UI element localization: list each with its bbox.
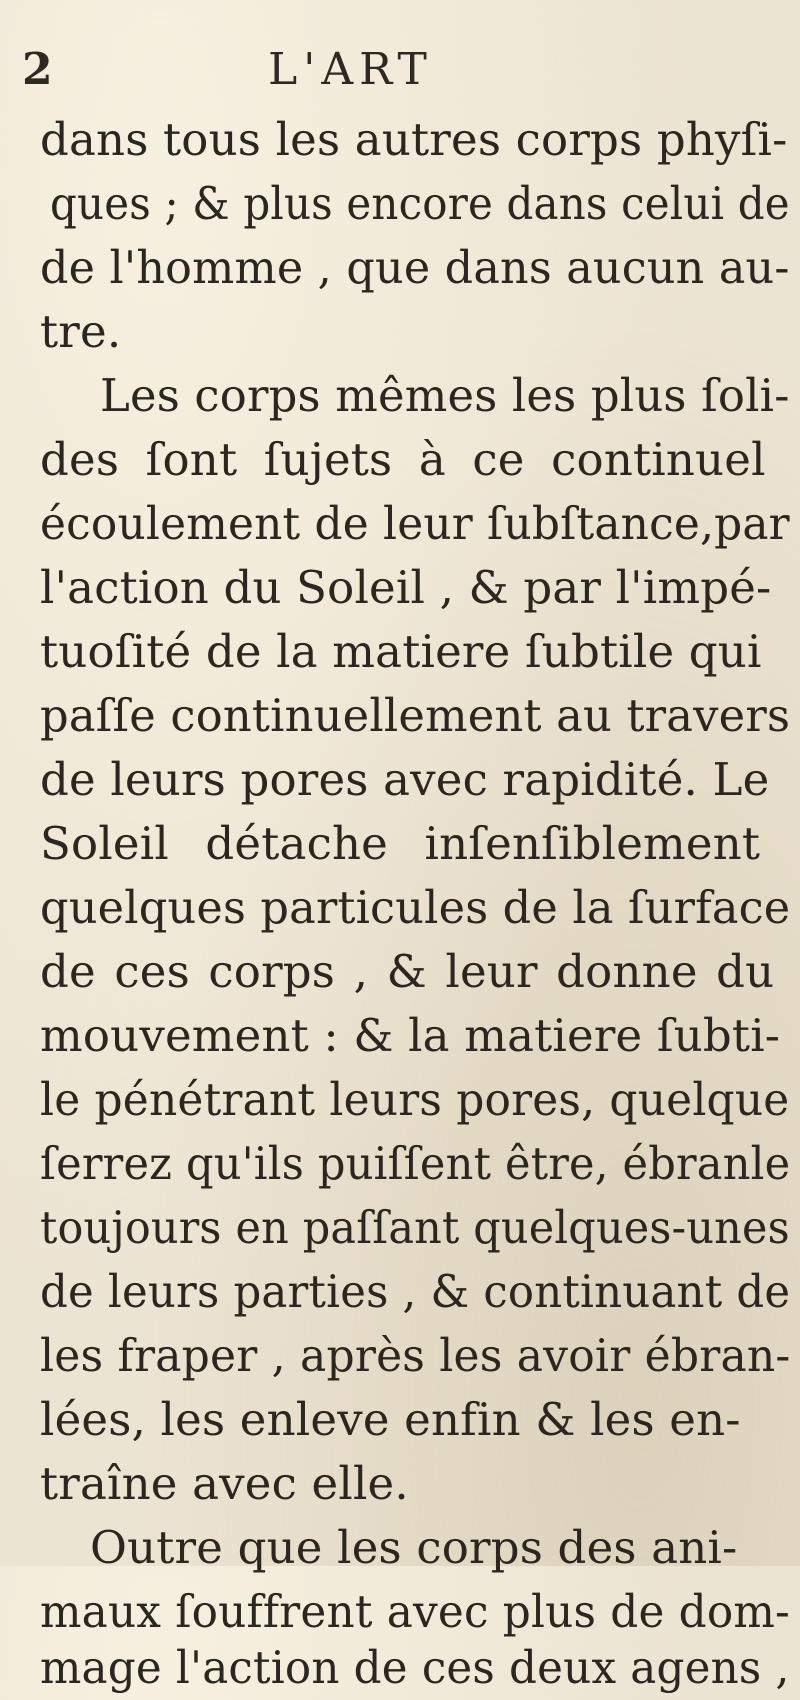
text-line: tuoſité de la matiere ſubtile qui [40, 625, 762, 678]
text-line: ſerrez qu'ils puiſſent être, ébranle [40, 1137, 791, 1190]
text-line: paſſe continuellement au travers [40, 689, 791, 742]
text-line: Les corps mêmes les plus ſoli- [100, 369, 790, 422]
text-line: Outre que les corps des ani- [90, 1521, 738, 1574]
text-line: mouvement : & la matiere ſubti- [40, 1009, 781, 1062]
text-line: tre. [40, 305, 122, 358]
text-line: de leurs parties , & continuant de [40, 1265, 791, 1318]
running-head: L'ART [268, 44, 433, 95]
text-line: dans tous les autres corps phyſi- [40, 113, 788, 166]
text-line: de ces corps , & leur donne du [40, 945, 775, 998]
text-line: maux ſouffrent avec plus de dom- [40, 1585, 791, 1638]
text-line: le pénétrant leurs pores, quelque [40, 1073, 790, 1126]
text-line: traîne avec elle. [40, 1457, 409, 1510]
text-line: de l'homme , que dans aucun au- [40, 241, 790, 294]
text-line: quelques particules de la ſurface [40, 881, 791, 934]
page-number: 2 [22, 44, 53, 95]
text-line: écoulement de leur ſubſtance,par [40, 497, 790, 550]
text-line: les fraper , après les avoir ébran- [40, 1329, 791, 1382]
text-line: toujours en paſſant quelques-unes [40, 1201, 790, 1254]
text-line: Soleil détache inſenſiblement [40, 817, 761, 870]
text-line: de leurs pores avec rapidité. Le [40, 753, 770, 806]
text-line: lées, les enleve enfin & les en- [40, 1393, 741, 1446]
text-line: des ſont ſujets à ce continuel [40, 433, 766, 486]
page-header [0, 40, 800, 100]
text-line: ques ; & plus encore dans celui de [50, 177, 790, 230]
text-line: l'action du Soleil , & par l'impé- [40, 561, 772, 614]
text-line: mage l'action de ces deux agens , [40, 1641, 790, 1694]
